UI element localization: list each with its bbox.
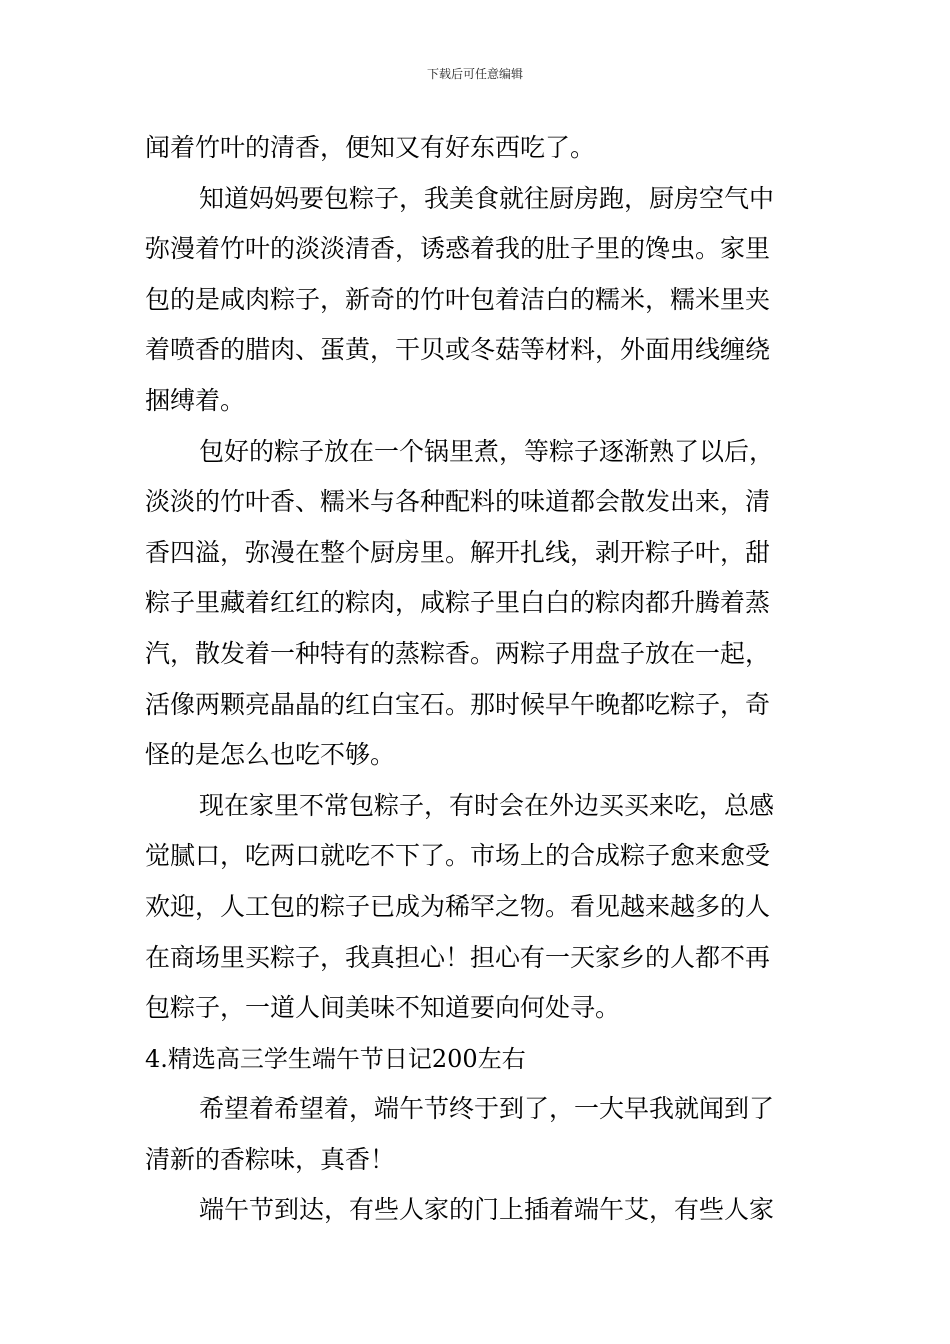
text-line: 包的是咸肉粽子，新奇的竹叶包着洁白的糯米，糯米里夹 <box>145 284 771 314</box>
text-line: 活像两颗亮晶晶的红白宝石。那时候早午晚都吃粽子，奇 <box>145 689 771 719</box>
paragraph-line: 知道妈妈要包粽子，我美食就往厨房跑，厨房空气中 <box>199 183 775 213</box>
text-line: 怪的是怎么也吃不够。 <box>145 740 396 770</box>
text-line: 在商场里买粽子，我真担心！担心有一天家乡的人都不再 <box>145 942 771 972</box>
text-line: 包粽子，一道人间美味不知道要向何处寻。 <box>145 993 621 1023</box>
text-line: 弥漫着竹叶的淡淡清香，诱惑着我的肚子里的馋虫。家里 <box>145 234 771 264</box>
paragraph-line: 希望着希望着，端午节终于到了，一大早我就闻到了 <box>199 1094 775 1124</box>
page-header: 下载后可任意编辑 <box>426 67 523 81</box>
text-line: 粽子里藏着红红的粽肉，咸粽子里白白的粽肉都升腾着蒸 <box>145 588 771 618</box>
text-line: 淡淡的竹叶香、糯米与各种配料的味道都会散发出来，清 <box>145 487 771 517</box>
paragraph-line: 端午节到达，有些人家的门上插着端午艾，有些人家 <box>199 1195 775 1225</box>
paragraph-line: 现在家里不常包粽子，有时会在外边买买来吃，总感 <box>199 790 775 820</box>
text-line: 欢迎，人工包的粽子已成为稀罕之物。看见越来越多的人 <box>145 891 771 921</box>
paragraph-line: 包好的粽子放在一个锅里煮，等粽子逐渐熟了以后， <box>199 436 775 466</box>
text-line: 汽，散发着一种特有的蒸粽香。两粽子用盘子放在一起， <box>145 638 771 668</box>
text-line: 觉腻口，吃两口就吃不下了。市场上的合成粽子愈来愈受 <box>145 841 771 871</box>
text-line: 捆缚着。 <box>145 385 246 415</box>
text-line: 着喷香的腊肉、蛋黄，干贝或冬菇等材料，外面用线缠绕 <box>145 335 771 365</box>
text-line: 香四溢，弥漫在整个厨房里。解开扎线，剥开粽子叶，甜 <box>145 537 771 567</box>
section-heading: 4.精选高三学生端午节日记200左右 <box>145 1044 526 1073</box>
text-line: 闻着竹叶的清香，便知又有好东西吃了。 <box>145 133 596 162</box>
text-line: 清新的香粽味，真香！ <box>145 1144 396 1174</box>
document-body <box>145 123 810 1236</box>
